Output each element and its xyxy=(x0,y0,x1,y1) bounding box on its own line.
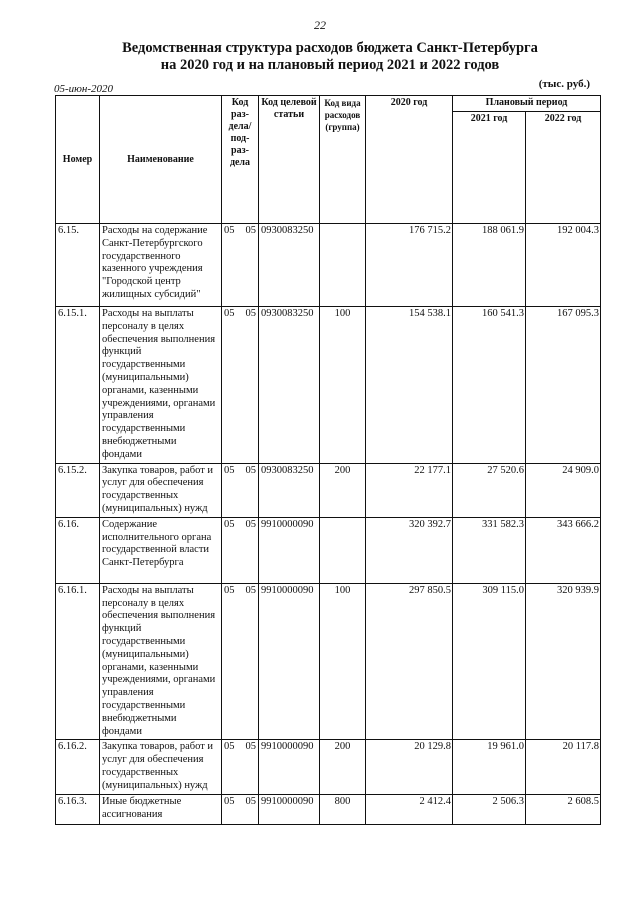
row-name: Закупка товаров, работ и услуг для обеспечения государственных (муниципальных) нужд xyxy=(100,740,222,795)
units-label: (тыс. руб.) xyxy=(538,78,590,90)
row-type-code xyxy=(320,517,366,583)
row-type-code: 800 xyxy=(320,795,366,825)
row-2021-value: 2 506.3 xyxy=(453,795,526,825)
row-2020-value: 2 412.4 xyxy=(366,795,453,825)
title-line-1: Ведомственная структура расходов бюджета Санкт-Петербурга xyxy=(122,40,538,56)
row-name: Закупка товаров, работ и услуг для обеспечения государственных (муниципальных) нужд xyxy=(100,463,222,517)
row-number: 6.16.2. xyxy=(56,740,100,795)
header-number: Номер xyxy=(56,96,100,224)
table-row xyxy=(56,307,601,464)
table-row xyxy=(56,583,601,740)
row-number: 6.15. xyxy=(56,224,100,307)
header-name: Наименование xyxy=(100,96,222,224)
row-number: 6.16. xyxy=(56,517,100,583)
row-2020-value: 154 538.1 xyxy=(366,307,453,464)
row-target-code: 9910000090 xyxy=(259,740,320,795)
document-date: 05-июн-2020 xyxy=(54,83,114,95)
table-row xyxy=(56,795,601,825)
row-2022-value: 24 909.0 xyxy=(526,463,601,517)
section-code: 05 xyxy=(224,584,235,596)
row-name: Расходы на содержание Санкт-Петербургского государственного казенного учреждения "Городской центр жилищных субсидий" xyxy=(100,224,222,307)
section-code: 05 xyxy=(224,225,235,236)
page-title xyxy=(110,40,550,74)
table-row xyxy=(56,463,601,517)
row-name: Иные бюджетные ассигнования xyxy=(100,795,222,825)
header-2021: 2021 год xyxy=(453,112,526,224)
budget-table xyxy=(55,95,601,825)
header-section: Код раз- дела/ под- раз- дела xyxy=(222,96,259,224)
header-planned: Плановый период xyxy=(453,96,601,112)
subsection-code: 05 xyxy=(245,225,256,236)
subsection-code: 05 xyxy=(245,518,256,530)
title-line-2: на 2020 год и на плановый период 2021 и 2022 годов xyxy=(160,57,500,73)
table-row xyxy=(56,517,601,583)
row-2022-value: 192 004.3 xyxy=(526,224,601,307)
section-code: 05 xyxy=(224,741,235,753)
row-type-code xyxy=(320,224,366,307)
row-2021-value: 160 541.3 xyxy=(453,307,526,464)
row-2020-value: 320 392.7 xyxy=(366,517,453,583)
row-number: 6.16.1. xyxy=(56,583,100,740)
subsection-code: 05 xyxy=(245,741,256,753)
row-2022-value: 167 095.3 xyxy=(526,307,601,464)
row-target-code: 0930083250 xyxy=(259,463,320,517)
header-type: Код вида расходов (группа) xyxy=(320,96,366,224)
subsection-code: 05 xyxy=(245,584,256,596)
row-section-code xyxy=(222,517,259,583)
row-2020-value: 20 129.8 xyxy=(366,740,453,795)
row-number: 6.16.3. xyxy=(56,795,100,825)
row-section-code xyxy=(222,795,259,825)
row-section-code xyxy=(222,307,259,464)
table-row xyxy=(56,224,601,307)
row-target-code: 9910000090 xyxy=(259,795,320,825)
row-name: Расходы на выплаты персоналу в целях обеспечения выполнения функций государственными (муниципальными) органами, казенными учреждениями, органами управления государственными внебюджетными фондами xyxy=(100,307,222,464)
subsection-code: 05 xyxy=(245,796,256,808)
row-2022-value: 20 117.8 xyxy=(526,740,601,795)
row-number: 6.15.2. xyxy=(56,463,100,517)
row-2022-value: 2 608.5 xyxy=(526,795,601,825)
page-number: 22 xyxy=(314,18,326,32)
row-2021-value: 27 520.6 xyxy=(453,463,526,517)
header-2020: 2020 год xyxy=(366,96,453,224)
row-target-code: 9910000090 xyxy=(259,583,320,740)
section-code: 05 xyxy=(224,308,235,319)
row-target-code: 0930083250 xyxy=(259,307,320,464)
table-row xyxy=(56,740,601,795)
row-target-code: 9910000090 xyxy=(259,517,320,583)
row-name: Содержание исполнительного органа государственной власти Санкт-Петербурга xyxy=(100,517,222,583)
subsection-code: 05 xyxy=(245,464,256,476)
row-2020-value: 176 715.2 xyxy=(366,224,453,307)
row-type-code: 200 xyxy=(320,740,366,795)
row-type-code: 100 xyxy=(320,307,366,464)
row-2021-value: 19 961.0 xyxy=(453,740,526,795)
row-name: Расходы на выплаты персоналу в целях обеспечения выполнения функций государственными (муниципальными) органами, казенными учреждениями, органами управления государственными внебюджетными фондами xyxy=(100,583,222,740)
row-target-code: 0930083250 xyxy=(259,224,320,307)
row-2020-value: 297 850.5 xyxy=(366,583,453,740)
row-2022-value: 320 939.9 xyxy=(526,583,601,740)
section-code: 05 xyxy=(224,464,235,476)
row-2021-value: 309 115.0 xyxy=(453,583,526,740)
row-2020-value: 22 177.1 xyxy=(366,463,453,517)
row-section-code xyxy=(222,224,259,307)
row-number: 6.15.1. xyxy=(56,307,100,464)
header-target: Код целевой статьи xyxy=(259,96,320,224)
row-section-code xyxy=(222,740,259,795)
row-type-code: 200 xyxy=(320,463,366,517)
row-2021-value: 188 061.9 xyxy=(453,224,526,307)
row-section-code xyxy=(222,463,259,517)
section-code: 05 xyxy=(224,796,235,808)
section-code: 05 xyxy=(224,518,235,530)
subsection-code: 05 xyxy=(245,308,256,319)
row-type-code: 100 xyxy=(320,583,366,740)
header-2022: 2022 год xyxy=(526,112,601,224)
row-section-code xyxy=(222,583,259,740)
row-2021-value: 331 582.3 xyxy=(453,517,526,583)
row-2022-value: 343 666.2 xyxy=(526,517,601,583)
